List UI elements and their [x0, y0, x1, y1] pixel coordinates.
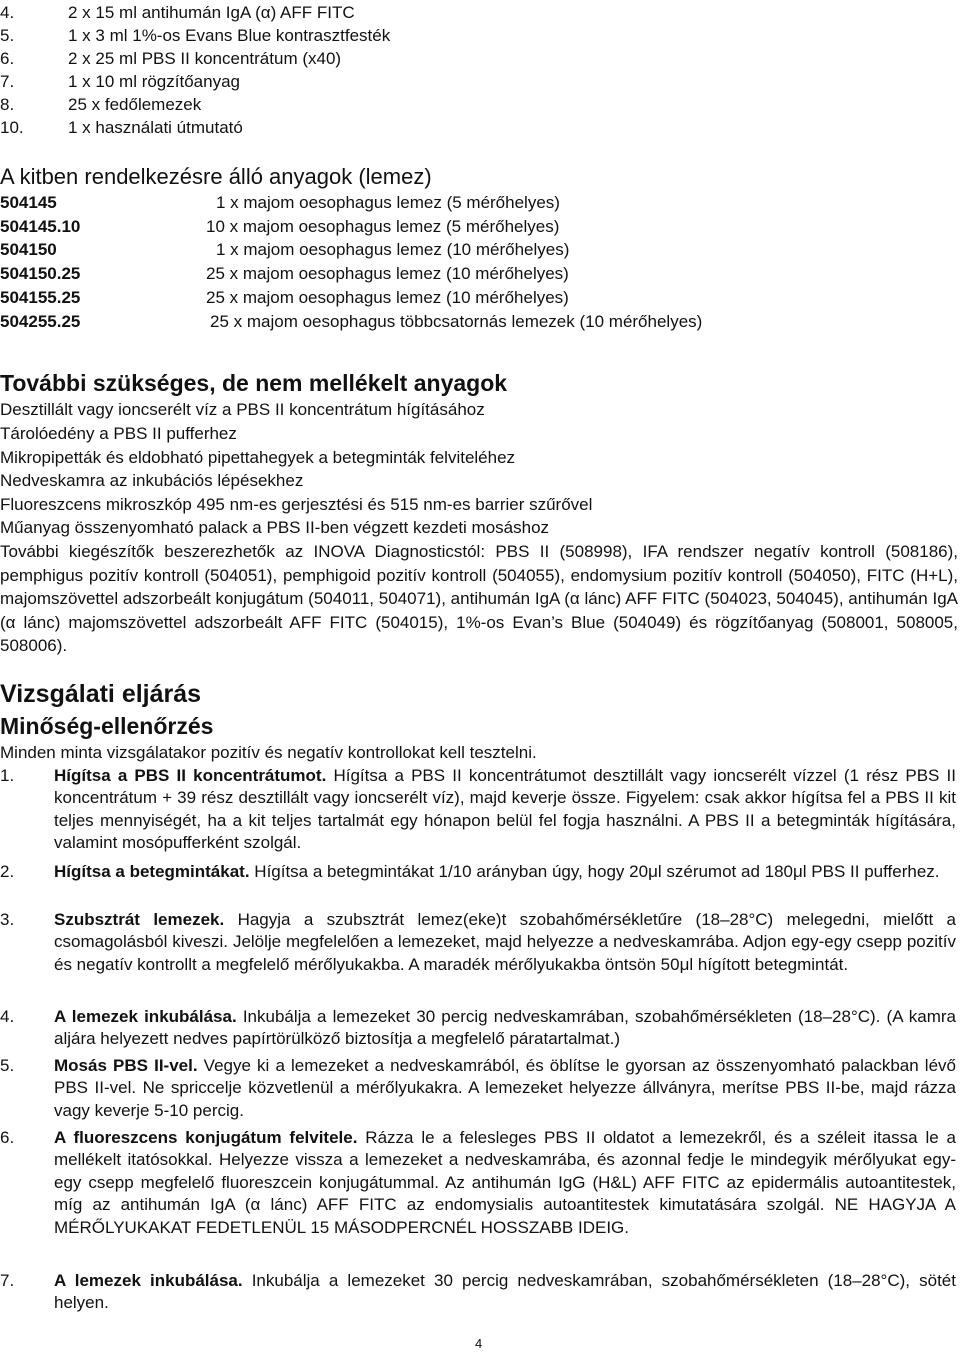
step-body: Inkubálja a lemezeket 30 percig nedveskamrában, szobahőmérsékleten (18–28°C). (A kamra aljára helyezett nedves papírtörülköző biztosítja a megfelelő páratartalmat.): [54, 1007, 956, 1049]
step-title: Hígítsa a betegmintákat.: [54, 862, 250, 881]
required-item: Mikropipetták és eldobható pipettahegyek a betegminták felviteléhez: [0, 448, 516, 467]
kit-code: 504150: [0, 240, 57, 259]
page-number: 4: [475, 1336, 483, 1351]
kit-code: 504145: [0, 193, 57, 212]
step-body: Inkubálja a lemezeket 30 percig nedveskamrában, szobahőmérsékleten (18–28°C), sötét helyen.: [54, 1271, 956, 1313]
step-body: Hígítsa a betegmintákat 1/10 arányban úgy, hogy 20μl szérumot ad 180μl PBS II pufferhez.: [249, 862, 940, 881]
step-title: Szubsztrát lemezek.: [54, 910, 225, 929]
kit-code: 504150.25: [0, 264, 81, 283]
required-item: Fluoreszcens mikroszkóp 495 nm-es gerjesztési és 515 nm-es barrier szűrővel: [0, 495, 593, 514]
step-title: Mosás PBS II-vel.: [54, 1056, 198, 1075]
procedure-heading: Vizsgálati eljárás: [0, 680, 202, 708]
required-item: Nedveskamra az inkubációs lépésekhez: [0, 471, 304, 490]
required-item: Tárolóedény a PBS II pufferhez: [0, 424, 237, 443]
document-page: 4. 2 x 15 ml antihumán IgA (α) AFF FITC 5. 1 x 3 ml 1%-os Evans Blue kontrasztfesték 6. 2 x 25 ml PBS II koncentrátum (x40) 7. 1 x 10 ml rögzítőanyag 8. 25 x fedőlemezek 10. 1 x használati útmutató A kitben rendelkezésre álló anyagok (lemez) 504145 1 x majom oesophagus lemez (5 mérőhelyes) 504145.10 10 x majom oesophagus lemez (5 mérőhelyes) 504150 1 x majom oesophagus lemez (10 mérőhelyes) 504150.25 25 x majom oesophagus lemez (10 mérőhelyes) 504155.25 25 x majom oesophagus lemez (10 mérőhelyes) 504255.25 25 x majom oesophagus többcsatornás lemezek (10 mérőhelyes) További szükséges, de nem mellékelt anyagok Desztillált vagy ioncserélt víz a PBS II koncentrátum hígításához Tárolóedény a PBS II pufferhez Mikropipetták és eldobható pipettahegyek a betegminták felviteléhez Nedveskamra az inkubációs lépésekhez Fluoreszcens mikroszkóp 495 nm-es gerjesztési és 515 nm-es barrier szűrővel Műanyag összenyomható palack a PBS II-ben végzett kezdeti mosáshoz További kiegészítők beszerezhetők az INOVA Diagnosticstól: PBS II (508998), IFA rendszer negatív kontroll (508186), pemphigus pozitív kontroll (504051), pemphigoid pozitív kontroll (504055), endomysium pozitív kontroll (504050), FITC (H+L), majomszövettel adszorbeált konjugátum (504011, 504071), antihumán IgA (α lánc) AFF FITC (504023, 504045), antihumán IgA (α lánc) majomszövettel adszorbeált AFF FITC (504015), 1%-os Evan’s Blue (504049) és rögzítőanyag (508001, 508005, 508006). Vizsgálati eljárás Minőség-ellenőrzés Minden minta vizsgálatakor pozitív és negatív kontrollokat kell tesztelni. 1. Hígítsa a PBS II koncentrátumot. Hígítsa a PBS II koncentrátumot desztillált vagy ioncserélt vízzel (1 rész PBS II koncentrátum + 39 rész desztillált vagy ioncserélt víz), majd keverje össze. Figyelem: csak akkor hígítsa fel a PBS II kit teljes mennyiségét, ha a kit teljes tartalmát egy hónapon belül fel fogja használni. A PBS II a betegminták hígítására, valamint mosópufferként szolgál. 2. Hígítsa a betegmintákat. Hígítsa a betegmintákat 1/10 arányban úgy, hogy 20μl szérumot ad 180μl PBS II pufferhez. 3. Szubsztrát lemezek. Hagyja a szubsztrát lemez(eke)t szobahőmérsékletűre (18–28°C) melegedni, mielőtt a csomagolásból kiveszi. Jelölje megfelelően a lemezeket, majd helyezze a nedveskamrába. Adjon egy-egy csepp pozitív és negatív kontrollt a megfelelő mérőlyukakba. A maradék mérőlyukakba öntsön 50μl hígított betegmintát. 4. A lemezek inkubálása. Inkubálja a lemezeket 30 percig nedveskamrában, szobahőmérsékleten (18–28°C). (A kamra aljára helyezett nedves papírtörülköző biztosítja a megfelelő páratartalmat.) 5. Mosás PBS II-vel. Vegye ki a lemezeket a nedveskamrából, és öblítse le gyorsan az összenyomható palackban lévő PBS II-vel. Ne spriccelje közvetlenül a mérőlyukakra. A lemezeket helyezze állványra, merítse PBS II-be, majd rázza vagy keverje 5-10 percig. 6. A fluoreszcens konjugátum felvitele. Rázza le a felesleges PBS II oldatot a lemezekről, és a széleit itassa le a mellékelt itatósokkal. Helyezze vissza a lemezeket a nedveskamrába, és azonnal fedje le mindegyik mérőlyukat egy-egy csepp megfelelő fluoreszcein konjugátummal. Az antihumán IgG (H&L) AFF FITC az epidermális autoantitestek, míg az antihumán IgA (α lánc) AFF FITC az endomysialis autoantitestek kimutatására szolgál. NE HAGYJA A MÉRŐLYUKAKAT FEDETLENÜL 15 MÁSODPERCNÉL HOSSZABB IDEIG. 7. A lemezek inkubálása. Inkubálja a lemezeket 30 percig nedveskamrában, szobahőmérsékleten (18–28°C), sötét helyen. 4: [0, 3, 958, 1351]
kit-code: 504255.25: [0, 312, 81, 331]
kit-heading: A kitben rendelkezésre álló anyagok (lemez): [0, 164, 432, 189]
kit-description: 25 x majom oesophagus lemez (10 mérőhelyes): [206, 288, 569, 307]
kit-description: 1 x majom oesophagus lemez (10 mérőhelyes): [216, 240, 570, 259]
required-heading: További szükséges, de nem mellékelt anyagok: [0, 370, 508, 396]
step-body: Vegye ki a lemezeket a nedveskamrából, és öblítse le gyorsan az összenyomható palackban lévő PBS II-vel. Ne spriccelje közvetlenül a mérőlyukakra. A lemezeket helyezze állványra, merítse PBS II-be, majd rázza vagy keverje 5-10 percig.: [54, 1056, 956, 1120]
kit-code: 504145.10: [0, 217, 81, 236]
step-body: Rázza le a felesleges PBS II oldatot a lemezekről, és a széleit itassa le a mellékelt itatósokkal. Helyezze vissza a lemezeket a nedveskamrába, és azonnal fedje le mindegyik mérőlyukat egy-egy csepp megfelelő fluoreszcein konjugátummal. Az antihumán IgG (H&L) AFF FITC az epidermális autoantitestek, míg az antihumán IgA (α lánc) AFF FITC az endomysialis autoantitestek kimutatására szolgál. NE HAGYJA A MÉRŐLYUKAKAT FEDETLENÜL 15 MÁSODPERCNÉL HOSSZABB IDEIG.: [54, 1128, 956, 1237]
step-title: A fluoreszcens konjugátum felvitele.: [54, 1128, 358, 1147]
qc-text: Minden minta vizsgálatakor pozitív és negatív kontrollokat kell tesztelni.: [0, 743, 537, 762]
kit-code: 504155.25: [0, 288, 81, 307]
qc-heading: Minőség-ellenőrzés: [0, 713, 214, 739]
accessories-paragraph: További kiegészítők beszerezhetők az INOVA Diagnosticstól: PBS II (508998), IFA rendszer negatív kontroll (508186), pemphigus pozitív kontroll (504051), pemphigoid pozitív kontroll (504055), endomysium pozitív kontroll (504050), FITC (H+L), majomszövettel adszorbeált konjugátum (504011, 504071), antihumán IgA (α lánc) AFF FITC (504023, 504045), antihumán IgA (α lánc) majomszövettel adszorbeált AFF FITC (504015), 1%-os Evan’s Blue (504049) és rögzítőanyag (508001, 508005, 508006).: [0, 542, 958, 656]
step-body: Hagyja a szubsztrát lemez(eke)t szobahőmérsékletűre (18–28°C) melegedni, mielőtt a csomagolásból kiveszi. Jelölje megfelelően a lemezeket, majd helyezze a nedveskamrába. Adjon egy-egy csepp pozitív és negatív kontrollt a megfelelő mérőlyukakba. A maradék mérőlyukakba öntsön 50μl hígított betegmintát.: [54, 910, 956, 974]
required-item: Műanyag összenyomható palack a PBS II-ben végzett kezdeti mosáshoz: [0, 518, 550, 537]
step-title: A lemezek inkubálása.: [54, 1271, 243, 1290]
kit-description: 25 x majom oesophagus többcsatornás lemezek (10 mérőhelyes): [210, 312, 703, 331]
step-body: Hígítsa a PBS II koncentrátumot desztillált vagy ioncserélt vízzel (1 rész PBS II koncentrátum + 39 rész desztillált vagy ioncserélt víz), majd keverje össze. Figyelem: csak akkor hígítsa fel a PBS II kit teljes mennyiségét, ha a kit teljes tartalmát egy hónapon belül fel fogja használni. A PBS II a betegminták hígítására, valamint mosópufferként szolgál.: [54, 766, 956, 853]
step-title: Hígítsa a PBS II koncentrátumot.: [54, 766, 327, 785]
step-title: A lemezek inkubálása.: [54, 1007, 237, 1026]
kit-description: 1 x majom oesophagus lemez (5 mérőhelyes): [216, 193, 560, 212]
required-item: Desztillált vagy ioncserélt víz a PBS II koncentrátum hígításához: [0, 400, 485, 419]
kit-description: 25 x majom oesophagus lemez (10 mérőhelyes): [206, 264, 569, 283]
kit-description: 10 x majom oesophagus lemez (5 mérőhelyes): [206, 217, 560, 236]
